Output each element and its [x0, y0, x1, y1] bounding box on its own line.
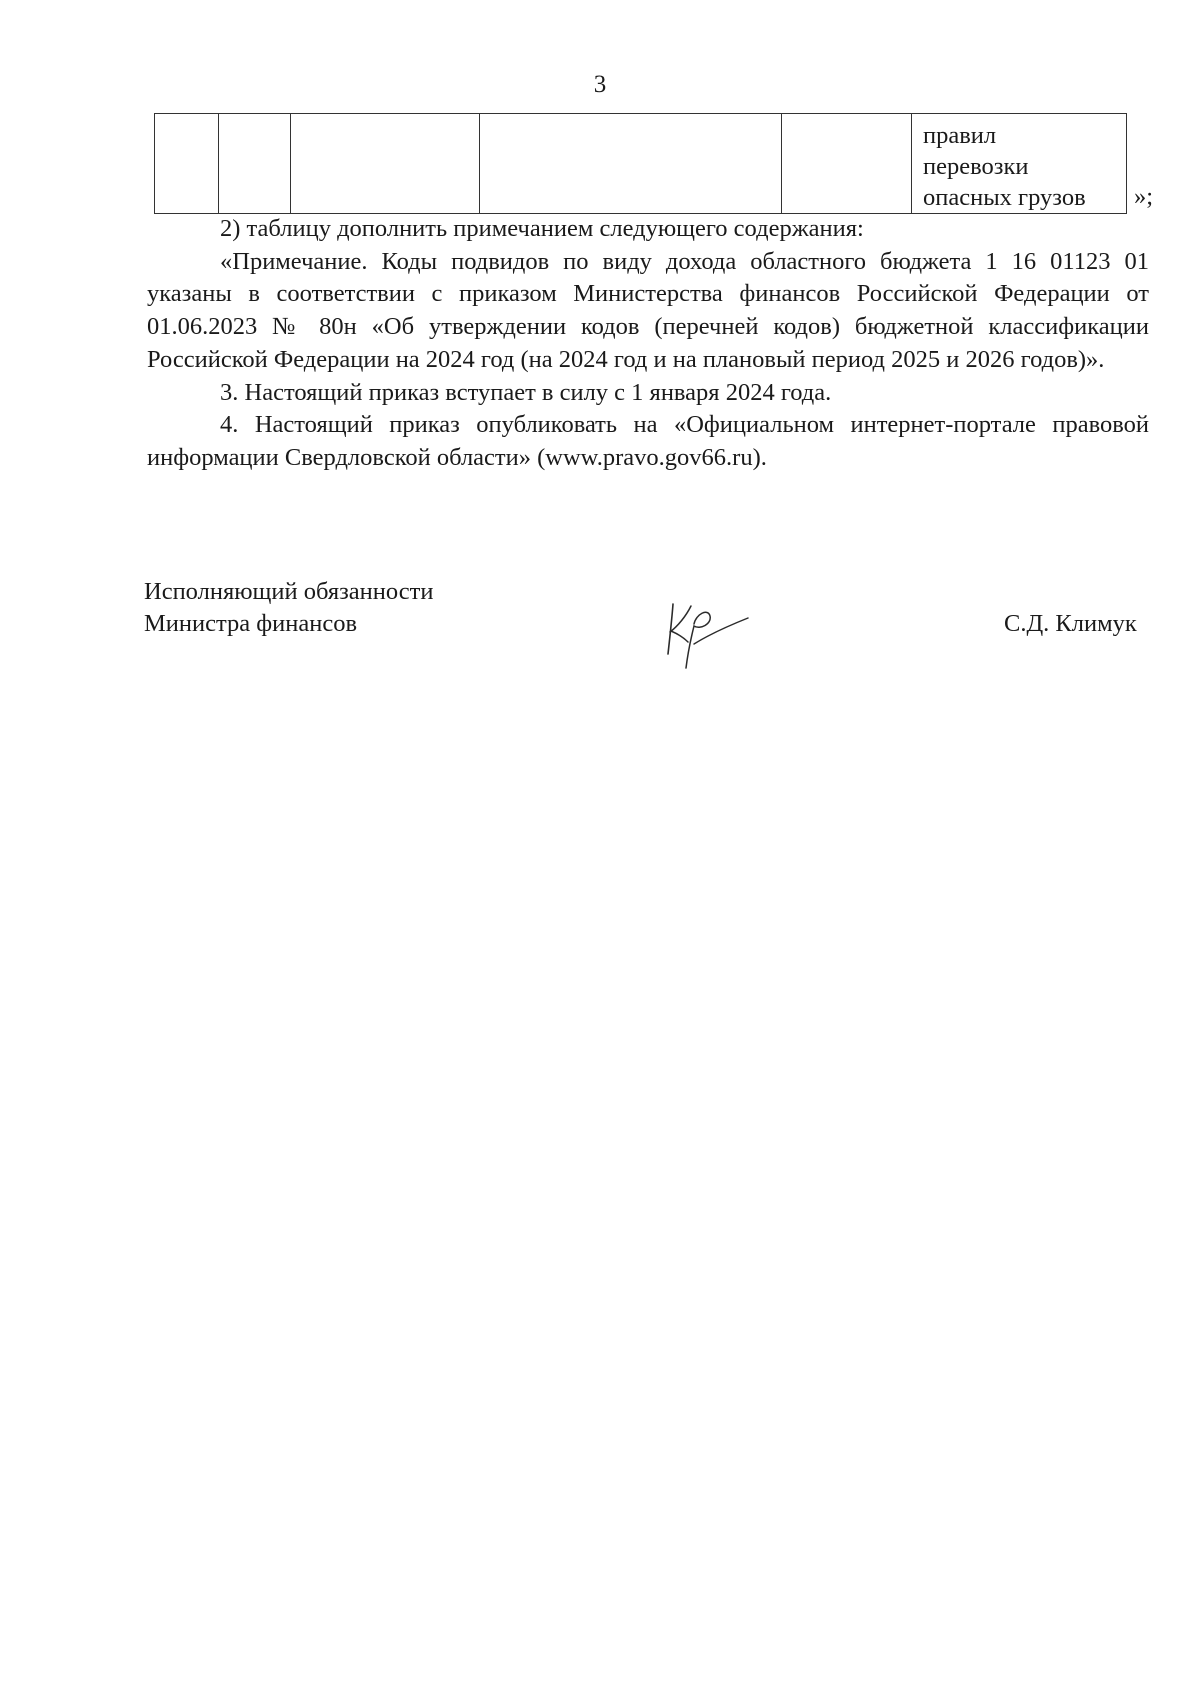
signatory-position: [144, 576, 433, 640]
signatory-name: С.Д. Климук: [1004, 610, 1137, 637]
closing-quote: »;: [1134, 183, 1154, 210]
position-line: Министра финансов: [144, 610, 358, 637]
cell-line: правил: [923, 122, 997, 149]
cell-line: перевозки: [923, 153, 1029, 180]
body-text: [147, 213, 1149, 475]
table-cell: [155, 114, 219, 214]
continuation-table: [154, 113, 1127, 214]
handwritten-signature: [664, 598, 754, 670]
paragraph: 4. Настоящий приказ опубликовать на «Официальном интернет-портале правовой информации Свердловской области» (www.pravo.gov66.ru).: [147, 411, 1149, 471]
table-cell: [291, 114, 480, 214]
table-cell-text: [912, 114, 1127, 214]
paragraph: «Примечание. Коды подвидов по виду дохода областного бюджета 1 16 01123 01 указаны в соответствии с приказом Министерства финансов Российской Федерации от 01.06.2023 № 80н «Об утверждении кодов (перечней кодов) бюджетной классификации Российской Федерации на 2024 год (на 2024 год и на плановый период 2025 и 2026 годов)».: [147, 247, 1149, 373]
table-cell: [782, 114, 912, 214]
table-cell: [480, 114, 782, 214]
table-row: [155, 114, 1127, 214]
table-cell: [219, 114, 291, 214]
position-line: Исполняющий обязанности: [144, 578, 434, 605]
page-number: 3: [593, 71, 607, 98]
cell-line: опасных грузов: [923, 184, 1086, 211]
paragraph: 3. Настоящий приказ вступает в силу с 1 января 2024 года.: [220, 378, 832, 406]
paragraph: 2) таблицу дополнить примечанием следующего содержания:: [220, 215, 864, 242]
